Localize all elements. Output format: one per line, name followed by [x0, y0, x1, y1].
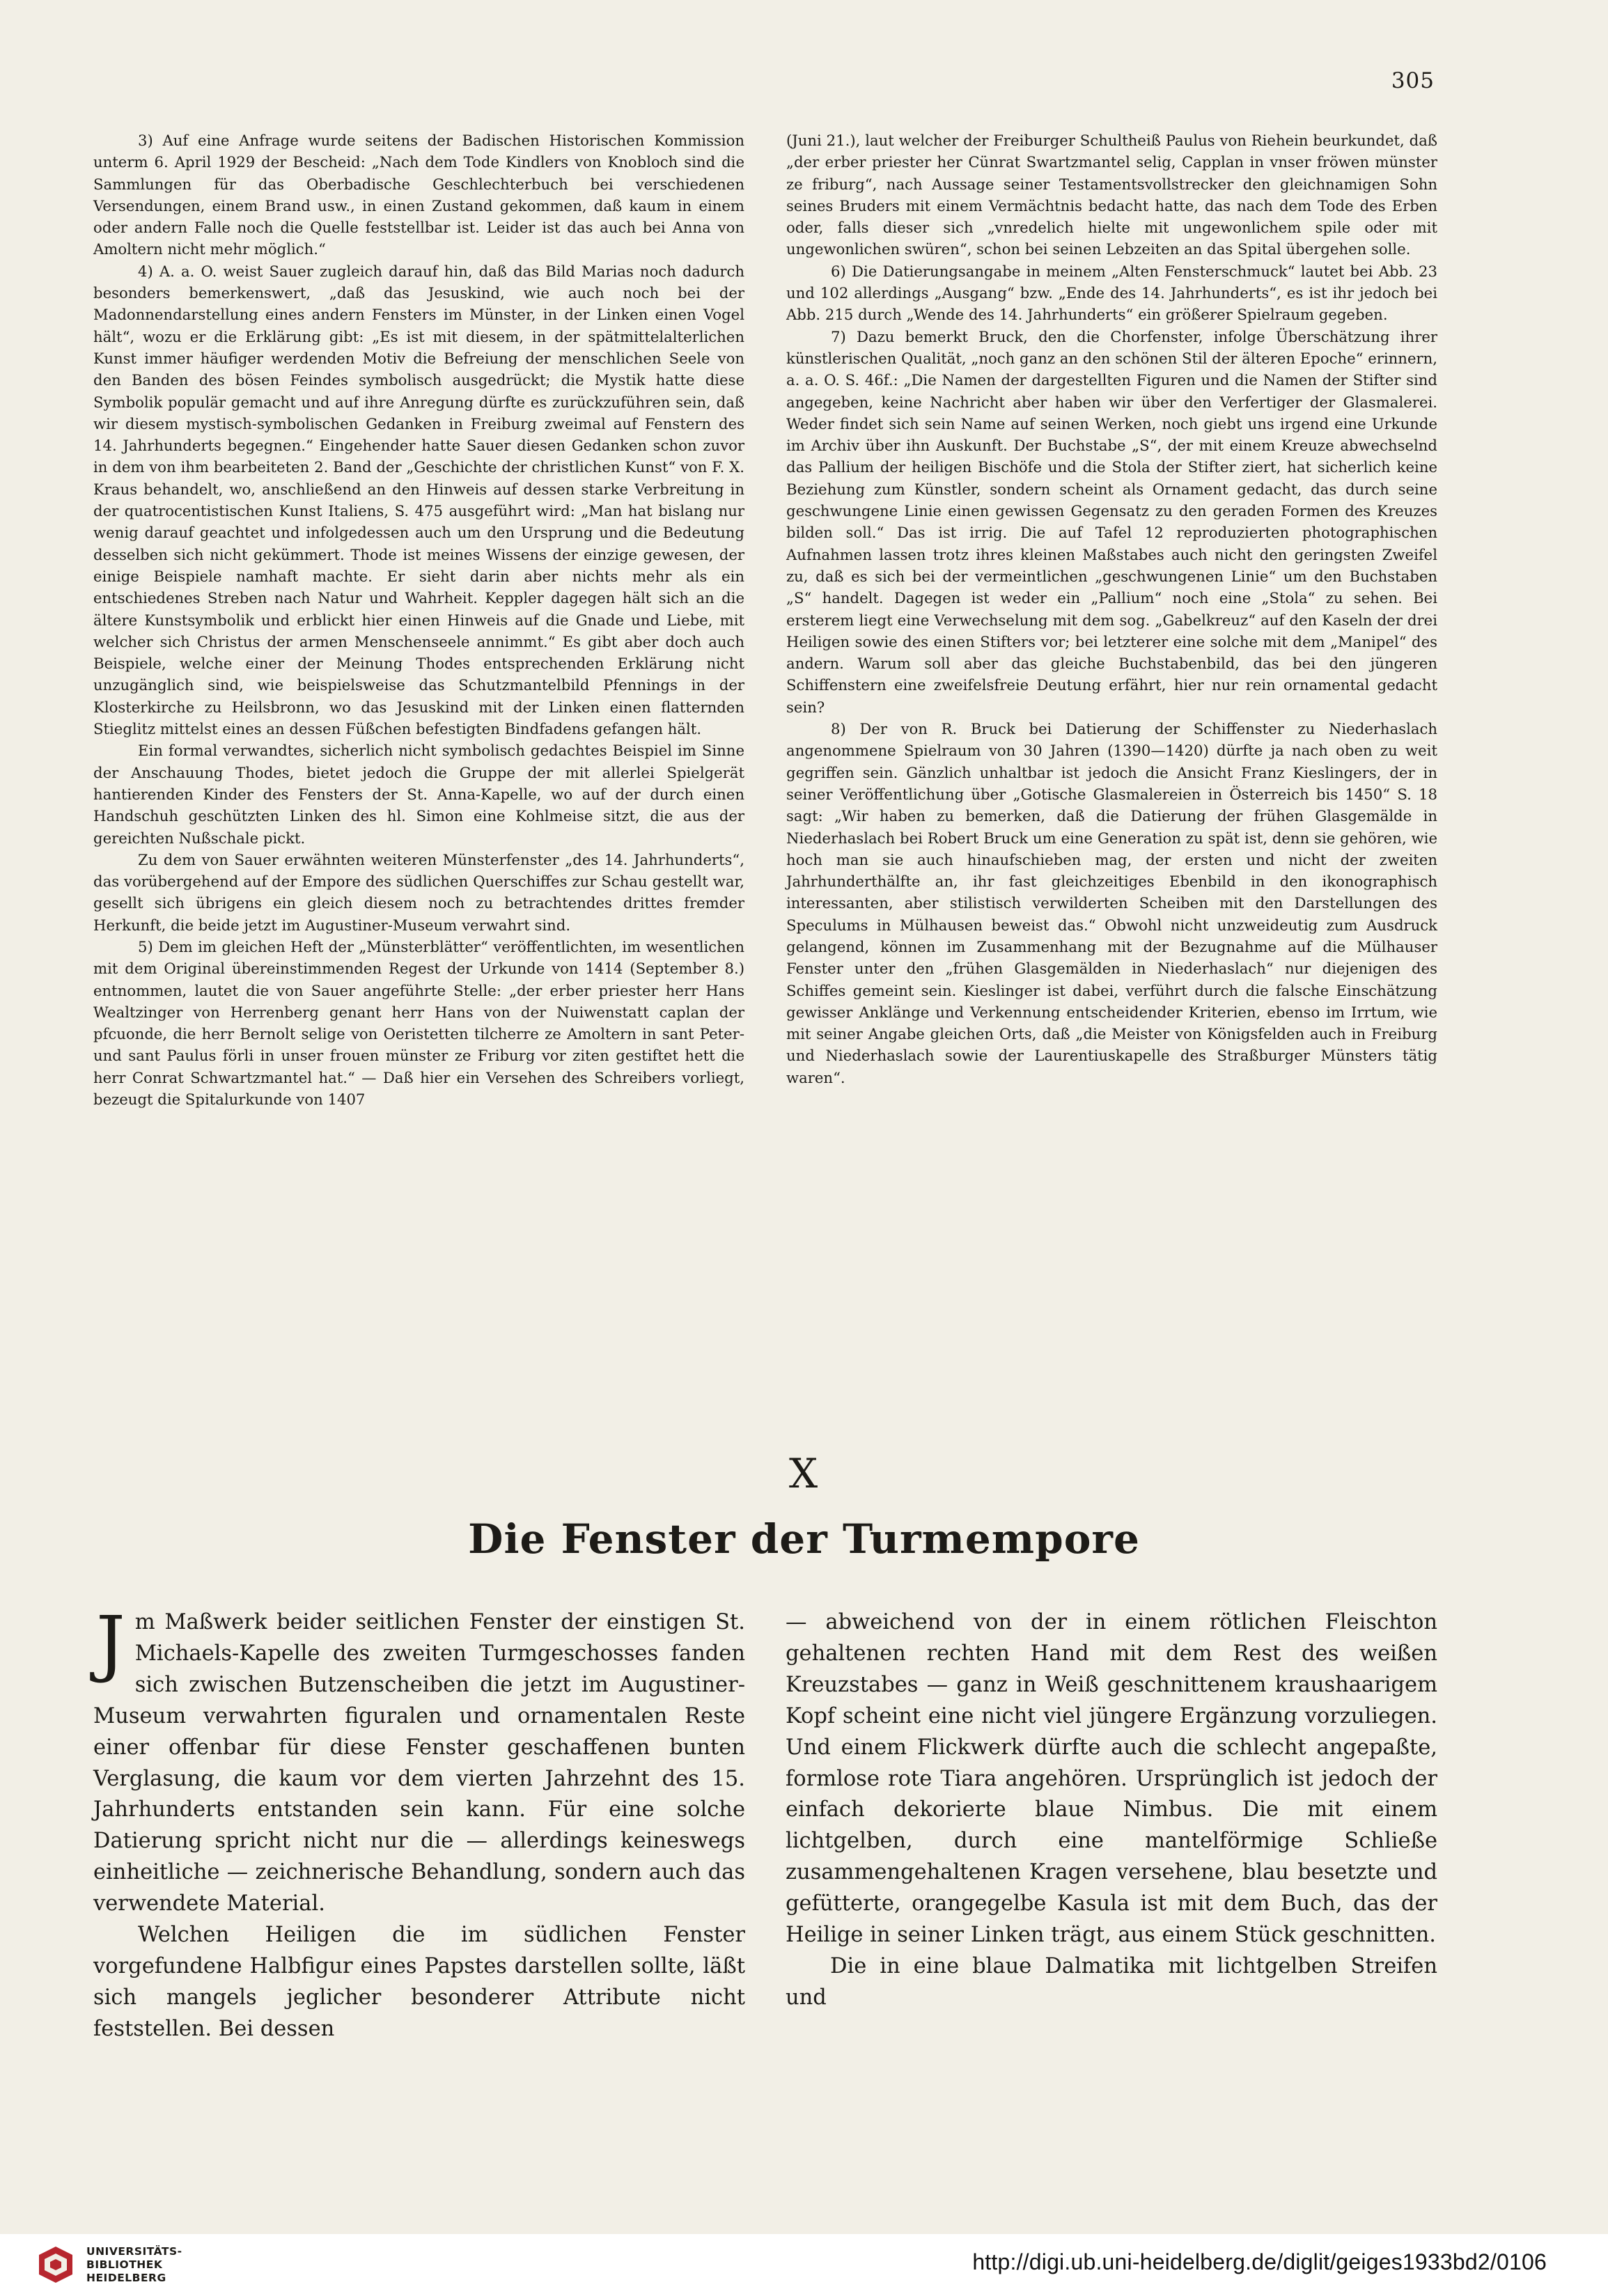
body-paragraph-2-continued: — abweichend von der in einem rötlichen Fleischton gehaltenen rechten Hand mit dem Rest des weißen Kreuzstabes — ganz in Weiß geschnittenem kraushaarigem Kopf scheint eine nicht viel jüngere Ergänzung vorzuliegen. Und einem Flickwerk dürfte auch die schlecht angepaßte, formlose rote Tiara angehören. Ursprünglich ist jedoch der einfach dekorierte blaue Nimbus. Die mit einem lichtgelben, durch eine mantelförmige Schließe zusammengehaltenen Kragen versehene, blau besetzte und gefütterte, orangegelbe Kasula ist mit dem Buch, das der Heilige in seiner Linken trägt, aus einem Stück geschnitten. — [786, 1610, 1437, 1948]
footnotes-left-column — [93, 130, 744, 1110]
footnote-4: 4) A. a. O. weist Sauer zugleich darauf hin, daß das Bild Marias noch dadurch besonders bemerkenswert, „daß das Jesuskind, wie auch noch bei der Madonnendarstellung eines andern Fensters im Münster, in der Linken einen Vogel hält“, wozu er die Erklärung gibt: „Es ist mit diesem, in der spätmittelalterlichen Kunst immer häufiger werdenden Motiv die Befreiung der menschlichen Seele von den Banden des bösen Feindes symbolisch ausgedrückt; die Mystik hatte diese Symbolik populär gemacht und auf ihre Anregung dürfte es zurückzuführen sein, daß wir diesem mystisch-symbolischen Gedanken in Freiburg zweimal auf Fenstern des 14. Jahrhunderts begegnen.“ Eingehender hatte Sauer diesen Gedanken schon zuvor in dem von ihm bearbeiteten 2. Band der „Geschichte der christlichen Kunst“ von F. X. Kraus behandelt, wo, anschließend an den Hinweis auf dessen starke Verbreitung in der quatrocentistischen Kunst Italiens, S. 475 ausgeführt wird: „Man hat bislang nur wenig darauf geachtet und infolgedessen auch um den Ursprung und die Bedeutung desselben sich nicht gekümmert. Thode ist meines Wissens der einzige gewesen, der einige Beispiele namhaft machte. Er sieht darin aber nichts mehr als ein entschiedenes Streben nach Natur und Wahrheit. Keppler dagegen hält sich an die ältere Kunstsymbolik und erblickt hier einen Hinweis auf die Gnade und Liebe, mit welcher sich Christus der armen Menschenseele annimmt.“ Es gibt aber doch auch Beispiele, welche einer der Meinung Thodes entsprechenden Erklärung nicht unzugänglich sind, wie beispielsweise das Schutzmantelbild Pfennings in der Klosterkirche zu Heilsbronn, wo das Jesuskind mit der Linken einen flatternden Stieglitz mittelst eines an dessen Füßchen befestigten Bindfadens gefangen hält. — [93, 262, 744, 738]
footnote-4-continued: Ein formal verwandtes, sicherlich nicht symbolisch gedachtes Beispiel im Sinne der Anschauung Thodes, bietet jedoch die Gruppe der mit allerlei Spielgerät hantierenden Kinder des Fensters der St. Anna-Kapelle, wo auf der durch einen Handschuh geschützten Linken des hl. Simon eine Kohlmeise sitzt, die aus der gereichten Nußschale pickt. — [93, 742, 744, 847]
library-name-line-2: BIBLIOTHEK — [86, 2258, 163, 2271]
section-title: Die Fenster der Turmempore — [468, 1515, 1140, 1563]
body-right-column — [786, 1607, 1437, 2045]
body-paragraph-2: Welchen Heiligen die im südlichen Fenster vorgefundene Halbfigur eines Papstes darstellen sollte, läßt sich mangels jeglicher besonderer Attribute nicht feststellen. Bei dessen — [93, 1923, 745, 2041]
footnote-7: 7) Dazu bemerkt Bruck, den die Chorfenster, infolge Überschätzung ihrer künstlerischen Qualität, „noch ganz an den schönen Stil der älteren Epoche“ erinnern, a. a. O. S. 46f.: „Die Namen der dargestellten Figuren und die Namen der Stifter sind angegeben, keine Nachricht aber haben wir über den Verfertiger der Glasmalerei. Weder findet sich sein Name auf seinen Werken, noch giebt uns irgend eine Urkunde im Archiv über ihn Auskunft. Der Buchstabe „S“, der mit einem Kreuze abwechselnd das Pallium der heiligen Bischöfe und die Stola der Stifter ziert, hat sicherlich keine Beziehung zum Künstler, sondern scheint als Ornament gedacht, das durch seine geschwungene Linie einen gewissen Gegensatz zu den geraden Formen des Kreuzes bilden soll.“ Das ist irrig. Die auf Tafel 12 reproduzierten photographischen Aufnahmen lassen trotz ihres kleinen Maßstabes auch nicht den geringsten Zweifel zu, daß es sich bei der vermeintlichen „geschwungenen Linie“ um den Buchstaben „S“ handelt. Dagegen ist weder ein „Pallium“ noch eine „Stola“ zu sehen. Bei ersterem liegt eine Verwechselung mit dem sog. „Gabelkreuz“ auf den Kaseln der drei Heiligen sowie des einen Stifters vor; bei letzterer eine solche mit dem „Manipel“ des andern. Warum soll aber das gleiche Buchstabenbild, das bei den jüngeren Schiffenstern eine zweifelsfreie Deutung erfährt, hier nur rein ornamental gedacht sein? — [786, 327, 1437, 716]
university-library-logo-icon — [38, 2245, 74, 2284]
footnotes-section — [93, 130, 1437, 1110]
body-paragraph-3: Die in eine blaue Dalmatika mit lichtgelben Streifen und — [786, 1953, 1437, 2010]
footnote-6: 6) Die Datierungsangabe in meinem „Alten Fensterschmuck“ lautet bei Abb. 23 und 102 allerdings „Ausgang“ bzw. „Ende des 14. Jahrhunderts“, es ist ihr jedoch bei Abb. 215 durch „Wende des 14. Jahrhunderts“ ein größerer Spielraum gegeben. — [786, 262, 1437, 324]
library-name-line-1: UNIVERSITÄTS- — [86, 2245, 182, 2258]
footnote-3: 3) Auf eine Anfrage wurde seitens der Badischen Historischen Kommission unterm 6. April 1929 der Bescheid: „Nach dem Tode Kindlers von Knobloch sind die Sammlungen für das Oberbadische Geschlechterbuch bei verschiedenen Versendungen, einem Brand usw., in einen Zustand gekommen, daß kaum in einem oder andern Falle noch die Quelle feststellbar ist. Leider ist das auch bei Anna von Amoltern nicht mehr möglich.“ — [93, 132, 744, 258]
chapter-body — [93, 1600, 1437, 2045]
section-numeral: X — [788, 1450, 820, 1497]
footnote-5-continued: (Juni 21.), laut welcher der Freiburger Schultheiß Paulus von Riehein beurkundet, daß „der erber priester her Cünrat Swartzmantel selig, Capplan in vnser fröwen münster ze friburg“, nach Aussage seiner Testamentsvollstrecker den gleichnamigen Sohn seines Bruders mit einem Vermächtnis bedacht hatte, das nach dem Tode des Erben oder, falls dieser sich „vnredelich hielte mit ungewonlichem spile oder mit ungewonlichen swüren“, schon bei seinen Lebzeiten an das Spital übergehen solle. — [786, 132, 1437, 258]
page-number: 305 — [1391, 68, 1435, 93]
footnote-8: 8) Der von R. Bruck bei Datierung der Schiffenster zu Niederhaslach angenommene Spielraum von 30 Jahren (1390—1420) dürfte ja nach oben zu weit gegriffen sein. Gänzlich unhaltbar ist jedoch die Ansicht Franz Kieslingers, der in seiner Veröffentlichung über „Gotische Glasmalereien in Österreich bis 1450“ S. 18 sagt: „Wir haben zu bemerken, daß die Datierung der frühen Glasgemälde in Niederhaslach bei Robert Bruck um eine Generation zu spät ist, denn sie gehören, wie hoch man sie auch hinaufschieben mag, der ersten und nicht der zweiten Jahrhunderthälfte an, ihr fast gleichzeitiges Ebenbild in den ikonographisch interessanten, aber stilistisch verwilderten Scheiben mit den Darstellungen des Speculums in Mülhausen beweist das.“ Obwohl nicht unzweideutig zum Ausdruck gelangend, können im Zusammenhang mit der Bezugnahme auf die Mülhauser Fenster unter den „frühen Glasgemälden in Niederhaslach“ nur diejenigen des Schiffes gemeint sein. Kieslinger ist dabei, verführt durch die falsche Einschätzung gewisser Anklänge und Verkennung entscheidender Kriterien, ebenso im Irrtum, wie mit seiner Angabe gleichen Orts, daß „die Meister von Königsfelden auch in Freiburg und Niederhaslach sowie der Laurentiuskapelle des Straßburger Münsters tätig waren“. — [786, 720, 1437, 1086]
body-paragraph-1 — [93, 1600, 745, 1920]
footnote-4-continued-2: Zu dem von Sauer erwähnten weiteren Münsterfenster „des 14. Jahrhunderts“, das vorübergehend auf der Empore des südlichen Querschiffes zur Schau gestellt war, gesellt sich übrigens ein gleich diesem noch zu betrachtendes drittes fremder Herkunft, die beide jetzt im Augustiner-Museum verwahrt sind. — [93, 850, 744, 934]
footnote-5: 5) Dem im gleichen Heft der „Münsterblätter“ veröffentlichten, im wesentlichen mit dem Original übereinstimmenden Regest der Urkunde von 1414 (September 8.) entnommen, lautet die von Sauer angeführte Stelle: „der erber priester herr Hans Wealtzinger von Herrenberg genant herr Hans von der Nuiwenstatt caplan der pfcuonde, die herr Bernolt selige von Oeristetten tilcherre ze Amoltern in sant Peter- und sant Paulus förli in unser frouen münster ze Friburg vor ziten gestiftet hett die herr Conrat Schwartzmantel hat.“ — Daß hier ein Versehen des Schreibers vorliegt, bezeugt die Spitalurkunde von 1407 — [93, 937, 744, 1109]
library-name — [86, 2245, 182, 2285]
source-url-link[interactable]: http://digi.ub.uni-heidelberg.de/diglit/geiges1933bd2/0106 — [972, 2249, 1547, 2274]
body-paragraph-1-text: m Maßwerk beider seitlichen Fenster der einstigen St. Michaels-Kapelle des zweiten Turmgeschosses fanden sich zwischen Butzenscheiben die jetzt im Augustiner-Museum verwahrten figuralen und ornamentalen Reste einer offenbar für diese Fenster geschaffenen bunten Verglasung, die kaum vor dem vierten Jahrzehnt des 15. Jahrhunderts entstanden sein kann. Für eine solche Datierung spricht nicht nur die — allerdings keineswegs einheitliche — zeichnerische Behandlung, sondern auch das verwendete Material. — [93, 1610, 745, 1916]
library-name-line-3: HEIDELBERG — [86, 2272, 166, 2284]
body-left-column — [93, 1600, 745, 2045]
drop-capital: J — [96, 1600, 125, 1685]
footnotes-right-column — [786, 130, 1437, 1110]
